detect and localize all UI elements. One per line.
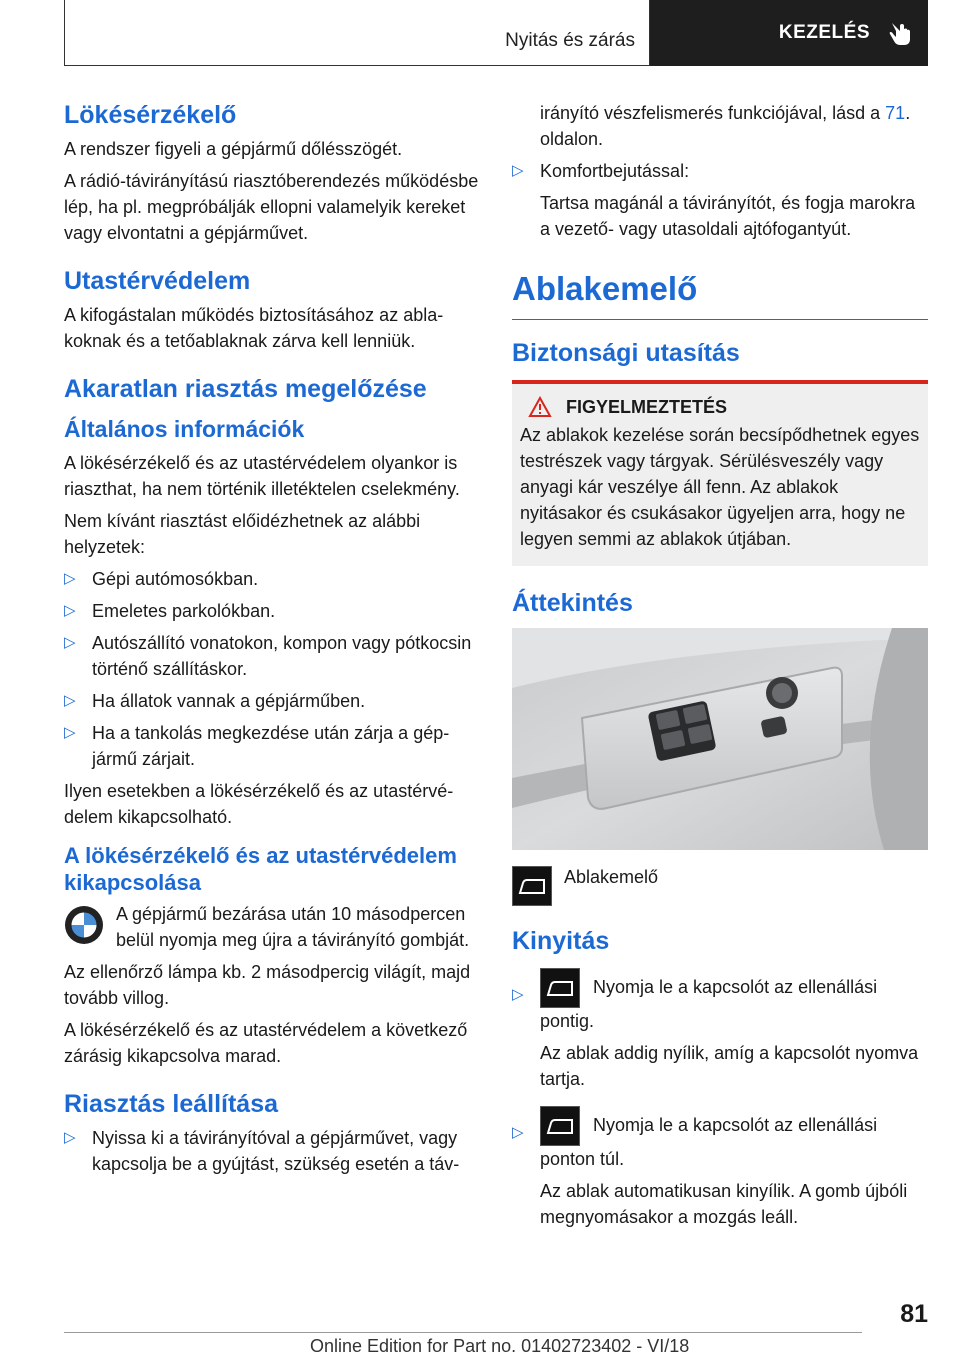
list-item: ▷ Autószállító vonatokon, kompon vagy pótkocsin történő szállításkor. xyxy=(64,630,480,682)
header-section-box xyxy=(64,0,650,66)
paragraph: Nem kívánt riasztást előidézhetnek az alábbi helyzetek: xyxy=(64,510,421,557)
paragraph: A rádió-távirányítású riasztóberendezés működésbe lép, ha pl. megpróbálják ellopni valamelyik kereket vagy elvontatni a gépjárművet. xyxy=(64,171,479,243)
page-number: 81 xyxy=(900,1300,928,1328)
situation-list xyxy=(64,566,480,772)
section-title-open: Kinyitás xyxy=(512,927,610,956)
window-switch-icon xyxy=(540,1106,580,1146)
page-header xyxy=(64,0,928,66)
list-item: ▷ Nyomja le a kapcsolót az ellenállási ponton túl. Az ablak automatikusan kinyílik. A gomb újbóli megnyomásakor a mozgás leáll. xyxy=(512,1106,928,1230)
right-column xyxy=(512,100,928,1236)
paragraph: A gépjármű bezárása után 10 másodpercen belül nyomja meg újra a távirányító gombját. xyxy=(116,903,470,950)
triangle-bullet-icon: ▷ xyxy=(64,633,76,651)
paragraph: Ilyen esetekben a lökésérzékelő és az utastérvédelem kikapcsolható. xyxy=(64,780,454,827)
stop-alarm-list-cont xyxy=(512,158,928,242)
list-item: ▷ Nyomja le a kapcsolót az ellenállási pontig. Az ablak addig nyílik, amíg a kapcsolót nyomva tartja. xyxy=(512,968,928,1092)
list-item: ▷ Komfortbejutással: Tartsa magánál a távirányítót, és fogja marokra a vezető- vagy utasoldali ajtófogantyút. xyxy=(512,158,928,242)
section-title-interior-protection: Utastérvédelem xyxy=(64,267,251,295)
triangle-bullet-icon: ▷ xyxy=(512,162,524,179)
subsection-title-general-info: Általános információk xyxy=(64,416,305,442)
paragraph: A lökésérzékelő és az utastérvédelem olyankor is riaszthat, ha nem történik illetéktelen cselekmény. xyxy=(64,452,460,499)
list-item: ▷ Ha a tankolás megkezdése után zárja a gépjármű zárjait. xyxy=(64,720,480,772)
header-chapter-box xyxy=(650,0,928,66)
header-section-title: Nyitás és zárás xyxy=(505,30,635,51)
section-title-overview: Áttekintés xyxy=(512,589,633,618)
photo-caption: Ablakemelő xyxy=(512,866,928,906)
section-title-shock-sensor: Lökésérzékelő xyxy=(64,101,237,129)
triangle-bullet-icon: ▷ xyxy=(512,986,524,1004)
warning-triangle-icon xyxy=(528,396,552,418)
warning-box xyxy=(512,380,928,566)
triangle-bullet-icon: ▷ xyxy=(64,569,76,587)
triangle-bullet-icon: ▷ xyxy=(64,1128,76,1146)
paragraph: A kifogástalan működés biztosításához az ablakoknak és a tetőablaknak zárva kell lenniük. xyxy=(64,305,444,351)
warning-text: Az ablakok kezelése során becsípődhetnek egyes testrészek vagy tárgyak. Sérülésveszély vagy anyagi kár veszélye áll fenn. Az ablakok nyitásakor és csukásakor ügyeljen arra, hogy ne legyen semmi az ablakok útjában. xyxy=(520,425,920,550)
footer-edition: Online Edition for Part no. 01402723402 - VI/18 xyxy=(310,1336,690,1356)
triangle-bullet-icon: ▷ xyxy=(64,691,76,709)
left-column xyxy=(64,100,480,1183)
section-title-stop-alarm: Riasztás leállítása xyxy=(64,1089,279,1118)
paragraph: A rendszer figyeli a gépjármű dőlésszögét. xyxy=(64,139,403,159)
bmw-key-icon xyxy=(64,905,104,945)
window-switch-icon xyxy=(540,968,580,1008)
page-reference-link[interactable]: 71 xyxy=(885,103,906,123)
window-switch-icon xyxy=(512,866,552,906)
list-item: ▷ Ha állatok vannak a gépjárműben. xyxy=(64,688,480,714)
stop-alarm-list xyxy=(64,1125,480,1177)
chapter-title-window-lift: Ablakemelő xyxy=(512,268,928,320)
subsection-title-disable: A lökésérzékelő és az utastérvédelem kikapcsolása xyxy=(64,842,457,896)
warning-header: FIGYELMEZTETÉS xyxy=(528,396,920,418)
window-switch-photo xyxy=(512,628,928,850)
remote-instruction xyxy=(64,901,480,953)
list-item: ▷ Emeletes parkolókban. xyxy=(64,598,480,624)
header-chapter-title: KEZELÉS xyxy=(778,22,870,43)
section-title-avoid-false-alarm: Akaratlan riasztás megelőzése xyxy=(64,375,427,403)
paragraph: Az ellenőrző lámpa kb. 2 másodpercig világít, majd tovább villog. xyxy=(64,961,471,1008)
list-item: ▷ Nyissa ki a távirányítóval a gépjárművet, vagy kapcsolja be a gyújtást, szükség esetén a táv- xyxy=(64,1125,480,1177)
open-list xyxy=(512,968,928,1230)
paragraph: irányító vészfelismerés funkciójával, lásd a 71. oldalon. xyxy=(540,103,911,149)
footer-divider xyxy=(64,1332,862,1333)
triangle-bullet-icon: ▷ xyxy=(64,723,76,741)
triangle-bullet-icon: ▷ xyxy=(64,601,76,619)
paragraph: A lökésérzékelő és az utastérvédelem a következő zárásig kikapcsolva marad. xyxy=(64,1019,468,1066)
hand-pointer-icon xyxy=(888,19,914,47)
list-item: ▷ Gépi autómosókban. xyxy=(64,566,480,592)
triangle-bullet-icon: ▷ xyxy=(512,1124,524,1142)
section-title-safety: Biztonsági utasítás xyxy=(512,339,740,368)
